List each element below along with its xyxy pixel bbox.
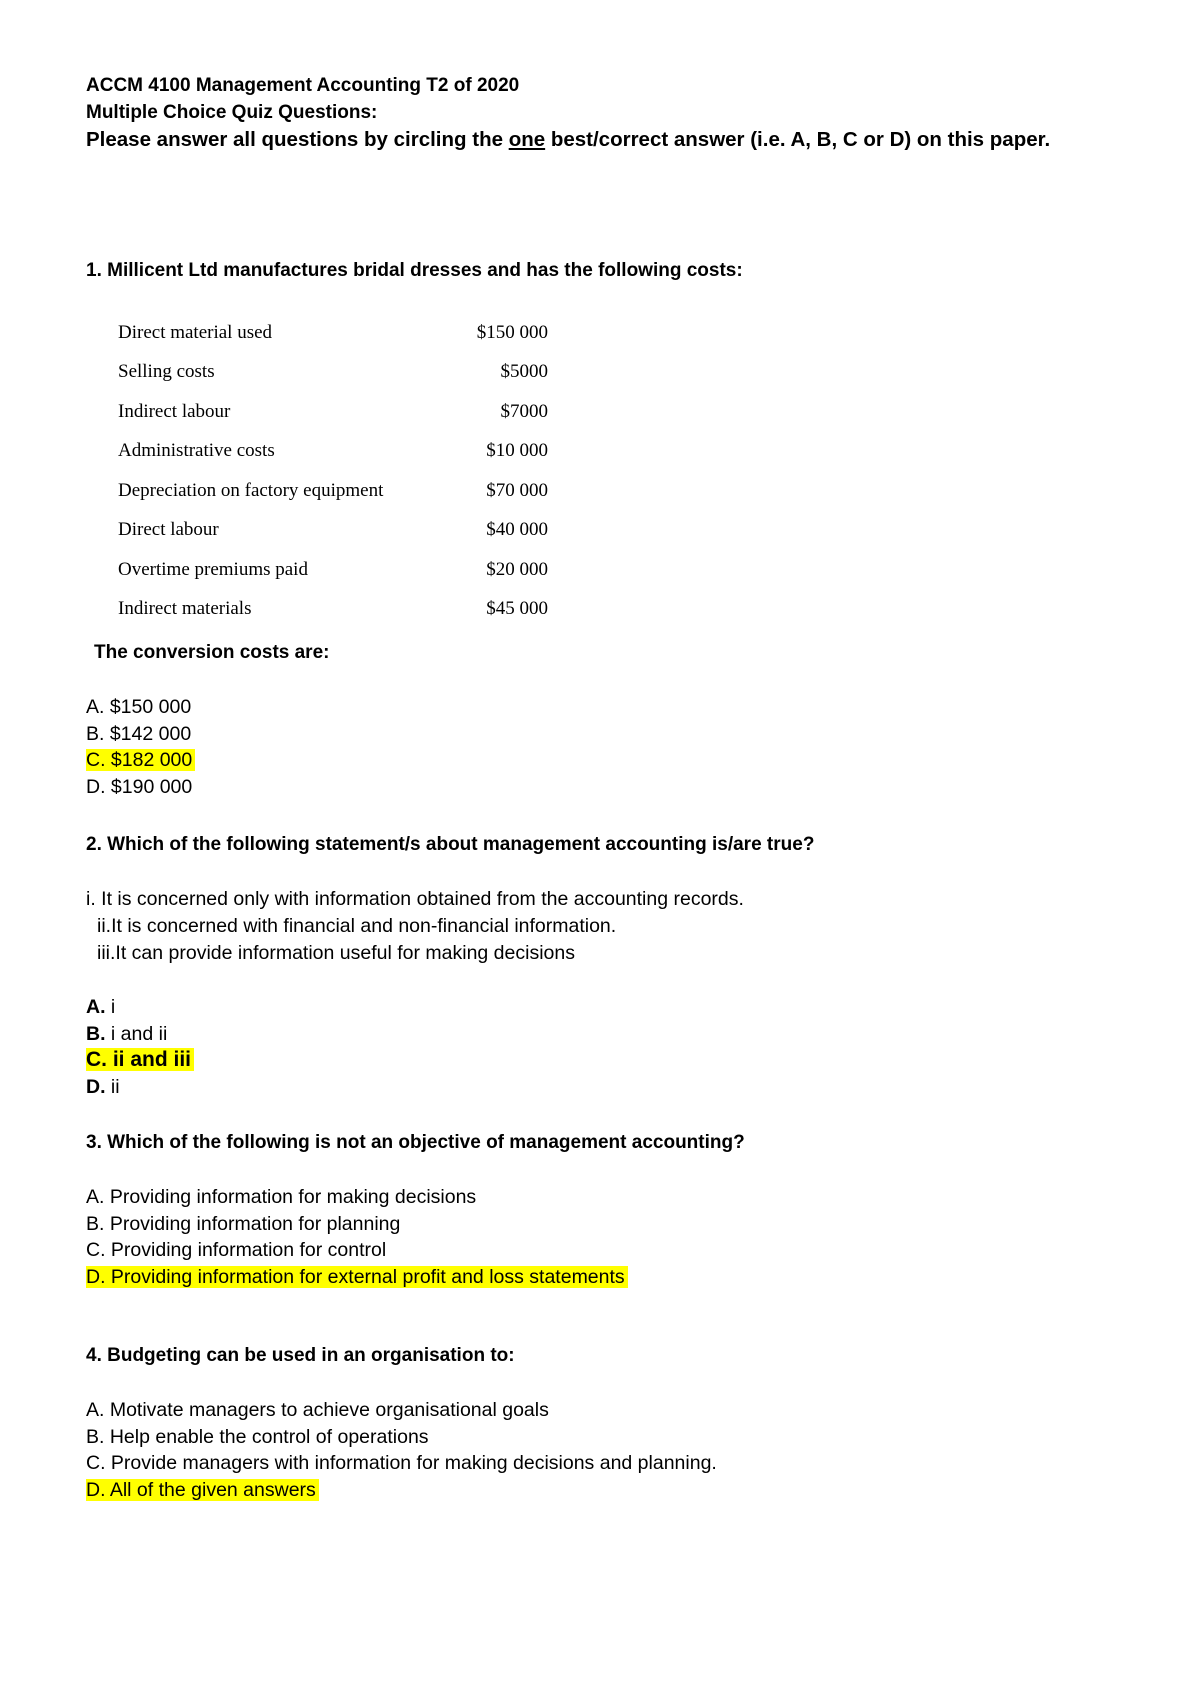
- cost-item: Selling costs: [118, 361, 215, 383]
- statement-i: i. It is concerned only with information obtained from the accounting records.: [86, 888, 744, 910]
- cost-amount: $10 000: [486, 440, 548, 462]
- instructions: Please answer all questions by circling the one best/correct answer (i.e. A, B, C or D) on this paper.: [86, 128, 1051, 151]
- table-row: [118, 511, 548, 551]
- option-c[interactable]: C. Providing information for control: [86, 1239, 387, 1262]
- option-a[interactable]: A. Providing information for making decisions: [86, 1186, 477, 1208]
- cost-amount: $20 000: [486, 558, 548, 580]
- statement-ii: ii.It is concerned with financial and non-financial information.: [97, 915, 617, 937]
- option-b[interactable]: B. Help enable the control of operations: [86, 1425, 429, 1448]
- table-row: [118, 313, 548, 353]
- option-c-highlighted[interactable]: C. $182 000: [86, 747, 195, 774]
- cost-item: Administrative costs: [118, 440, 275, 462]
- question-1-options: [86, 694, 195, 801]
- cost-item: Overtime premiums paid: [118, 558, 308, 580]
- cost-item: Indirect materials: [118, 598, 252, 620]
- question-3-options: [86, 1184, 628, 1291]
- option-a[interactable]: A. Motivate managers to achieve organisational goals: [86, 1399, 549, 1421]
- table-row: [118, 432, 548, 472]
- option-d-highlighted[interactable]: D. All of the given answers: [86, 1477, 720, 1504]
- document-header: [86, 72, 1146, 154]
- cost-amount: $150 000: [476, 321, 548, 343]
- option-d-highlighted[interactable]: D. Providing information for external profit and loss statements: [86, 1264, 628, 1291]
- table-row: [118, 590, 548, 630]
- question-2-title: 2. Which of the following statement/s about management accounting is/are true?: [86, 834, 815, 855]
- question-1-prompt: The conversion costs are:: [94, 642, 330, 663]
- table-row: [118, 550, 548, 590]
- cost-amount: $40 000: [486, 519, 548, 541]
- question-1-title: 1. Millicent Ltd manufactures bridal dresses and has the following costs:: [86, 260, 743, 281]
- option-b[interactable]: B. Providing information for planning: [86, 1212, 401, 1235]
- table-row: [118, 353, 548, 393]
- option-b[interactable]: B. i and ii: [86, 1022, 168, 1045]
- cost-amount: $7000: [500, 400, 548, 422]
- cost-item: Direct material used: [118, 321, 273, 343]
- table-row: [118, 471, 548, 511]
- question-3-title: 3. Which of the following is not an objective of management accounting?: [86, 1132, 745, 1153]
- statement-iii: iii.It can provide information useful for making decisions: [97, 942, 575, 964]
- option-a[interactable]: A. $150 000: [86, 696, 192, 718]
- option-d[interactable]: D. $190 000: [86, 776, 193, 799]
- question-4-options: [86, 1397, 720, 1504]
- option-b[interactable]: B. $142 000: [86, 722, 192, 745]
- option-a[interactable]: A. i: [86, 996, 116, 1018]
- cost-item: Direct labour: [118, 519, 219, 541]
- question-2-options: [86, 994, 194, 1101]
- cost-item: Depreciation on factory equipment: [118, 479, 384, 501]
- cost-item: Indirect labour: [118, 400, 231, 422]
- option-c[interactable]: C. Provide managers with information for making decisions and planning.: [86, 1452, 717, 1475]
- option-c-highlighted[interactable]: C. ii and iii: [86, 1047, 194, 1074]
- question-4-title: 4. Budgeting can be used in an organisation to:: [86, 1345, 515, 1366]
- question-2-statements: [86, 886, 744, 967]
- course-title: ACCM 4100 Management Accounting T2 of 2020: [86, 75, 520, 96]
- table-row: [118, 392, 548, 432]
- cost-amount: $5000: [500, 361, 548, 383]
- option-d[interactable]: D. ii: [86, 1076, 120, 1099]
- quiz-subtitle: Multiple Choice Quiz Questions:: [86, 102, 378, 123]
- cost-table: [118, 313, 548, 629]
- cost-amount: $45 000: [486, 598, 548, 620]
- cost-amount: $70 000: [486, 479, 548, 501]
- instructions-emphasis: one: [508, 128, 546, 151]
